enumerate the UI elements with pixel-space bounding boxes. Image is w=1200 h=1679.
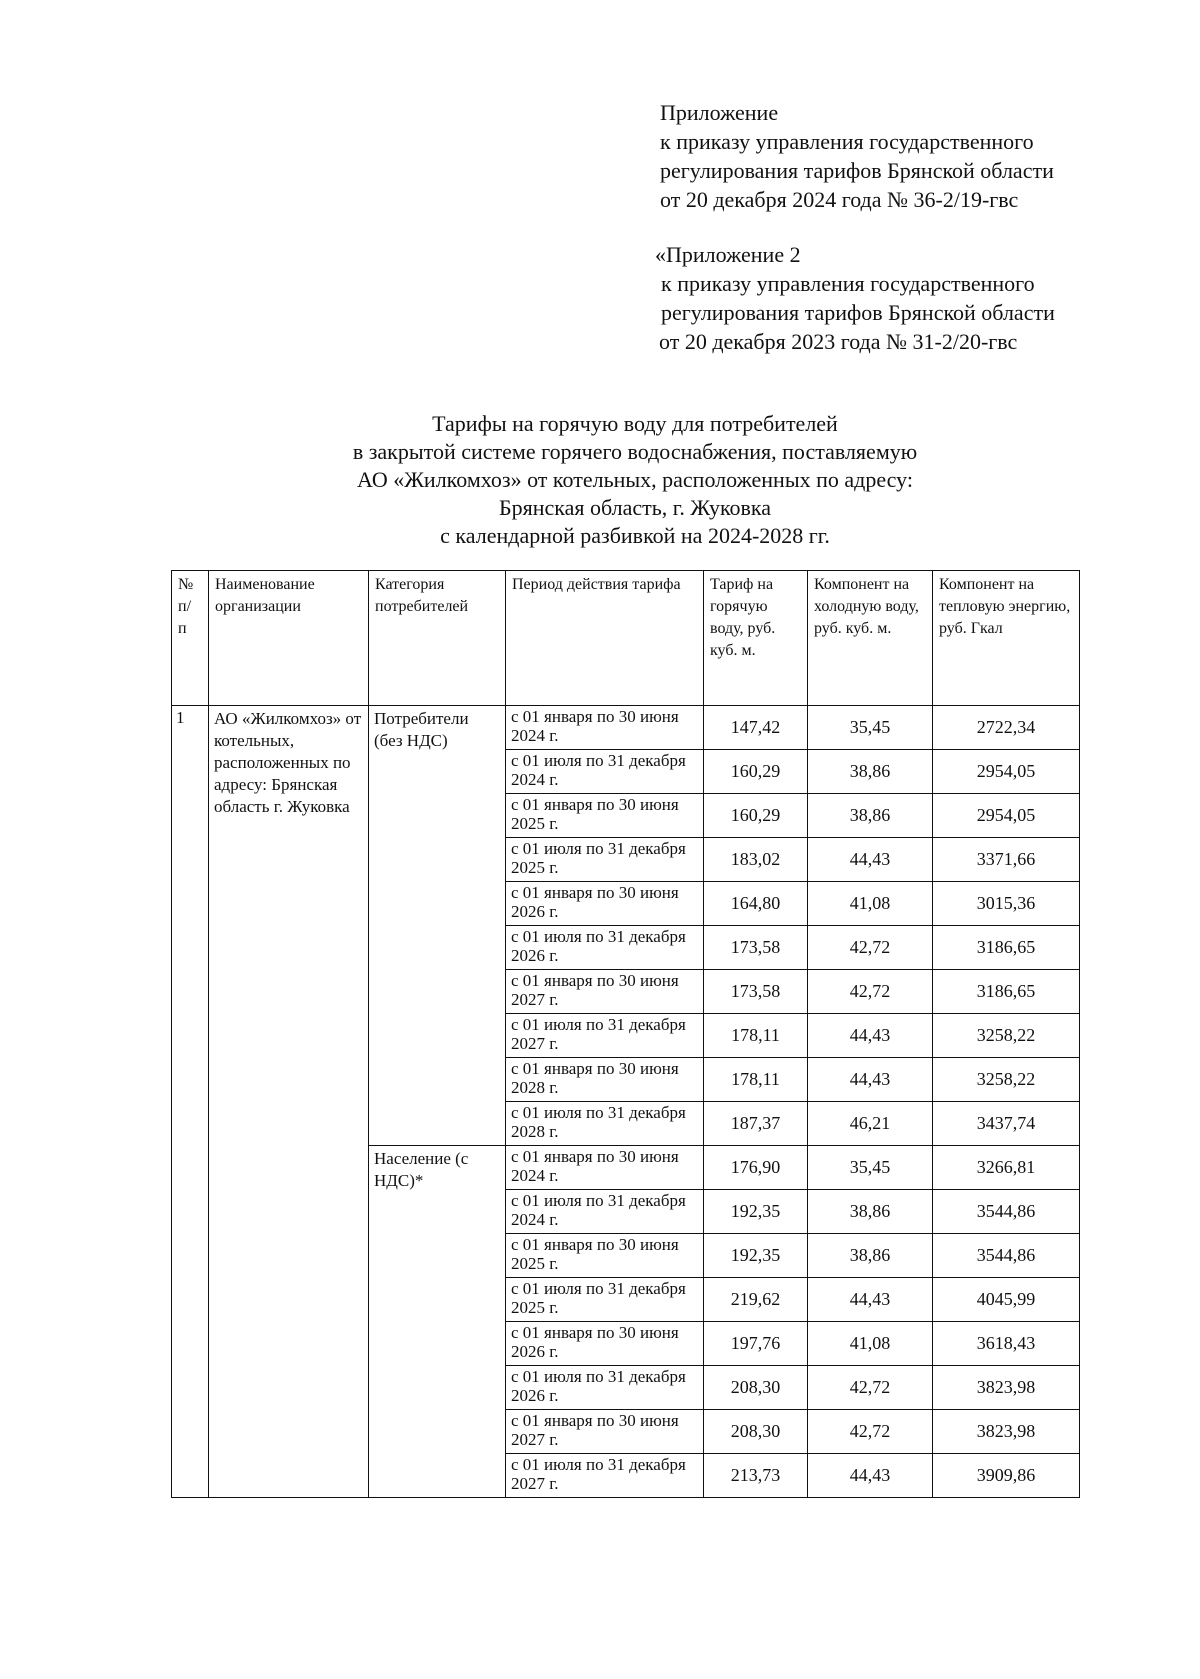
heat-energy-cell: 3544,86 — [933, 1190, 1080, 1234]
title-line: в закрытой системе горячего водоснабжения, поставляемую — [352, 439, 918, 464]
heat-energy-cell: 3186,65 — [933, 926, 1080, 970]
col-header-cold-water: Компонент на холодную воду, руб. куб. м. — [808, 571, 933, 706]
tariff-cell: 178,11 — [704, 1058, 808, 1102]
tariff-cell: 160,29 — [704, 794, 808, 838]
period-cell: с 01 января по 30 июня 2028 г. — [506, 1058, 704, 1102]
col-header-organization: Наименование организации — [209, 571, 369, 706]
title-line: с календарной разбивкой на 2024-2028 гг. — [440, 523, 830, 548]
cold-water-cell: 44,43 — [808, 838, 933, 882]
tariff-cell: 192,35 — [704, 1234, 808, 1278]
cold-water-cell: 42,72 — [808, 1410, 933, 1454]
heat-energy-cell: 3258,22 — [933, 1058, 1080, 1102]
period-cell: с 01 января по 30 июня 2027 г. — [506, 1410, 704, 1454]
period-cell: с 01 июля по 31 декабря 2028 г. — [506, 1102, 704, 1146]
col-header-period: Период действия тарифа — [506, 571, 704, 706]
period-cell: с 01 июля по 31 декабря 2026 г. — [506, 1366, 704, 1410]
cold-water-cell: 46,21 — [808, 1102, 933, 1146]
appendix-prev-line: от 20 декабря 2023 года № 31-2/20-гвс — [659, 329, 1018, 354]
appendix-line: Приложение — [660, 100, 779, 125]
cold-water-cell: 42,72 — [808, 926, 933, 970]
period-cell: с 01 июля по 31 декабря 2024 г. — [506, 750, 704, 794]
heat-energy-cell: 3266,81 — [933, 1146, 1080, 1190]
appendix-line: к приказу управления государственного — [660, 129, 1034, 154]
appendix-prev-line: регулирования тарифов Брянской области — [661, 300, 1055, 325]
cold-water-cell: 38,86 — [808, 1234, 933, 1278]
tariff-cell: 192,35 — [704, 1190, 808, 1234]
tariff-cell: 147,42 — [704, 706, 808, 750]
period-cell: с 01 июля по 31 декабря 2025 г. — [506, 838, 704, 882]
col-header-category: Категория потребителей — [369, 571, 506, 706]
cold-water-cell: 38,86 — [808, 750, 933, 794]
cold-water-cell: 44,43 — [808, 1058, 933, 1102]
period-cell: с 01 января по 30 июня 2026 г. — [506, 1322, 704, 1366]
appendix-line: регулирования тарифов Брянской области — [660, 158, 1054, 183]
table-row — [172, 706, 1080, 750]
appendix-prev-line: «Приложение 2 — [655, 242, 801, 267]
tariff-cell: 208,30 — [704, 1366, 808, 1410]
col-header-heat-energy: Компонент на тепловую энергию, руб. Гкал — [933, 571, 1080, 706]
cold-water-cell: 38,86 — [808, 1190, 933, 1234]
col-header-tariff: Тариф на горячую воду, руб. куб. м. — [704, 571, 808, 706]
heat-energy-cell: 3371,66 — [933, 838, 1080, 882]
period-cell: с 01 января по 30 июня 2024 г. — [506, 1146, 704, 1190]
organization-cell: АО «Жилкомхоз» от котельных, расположенных по адресу: Брянская область г. Жуковка — [209, 706, 369, 1498]
heat-energy-cell: 3015,36 — [933, 882, 1080, 926]
heat-energy-cell: 3258,22 — [933, 1014, 1080, 1058]
heat-energy-cell: 3909,86 — [933, 1454, 1080, 1498]
title-line: Тарифы на горячую воду для потребителей — [432, 411, 838, 436]
tariffs-table — [171, 570, 1080, 1498]
period-cell: с 01 января по 30 июня 2024 г. — [506, 706, 704, 750]
tariff-cell: 173,58 — [704, 926, 808, 970]
heat-energy-cell: 4045,99 — [933, 1278, 1080, 1322]
tariff-cell: 164,80 — [704, 882, 808, 926]
title-line: АО «Жилкомхоз» от котельных, расположенных по адресу: — [357, 467, 913, 492]
heat-energy-cell: 2954,05 — [933, 750, 1080, 794]
row-number-cell: 1 — [172, 706, 209, 1498]
period-cell: с 01 июля по 31 декабря 2024 г. — [506, 1190, 704, 1234]
cold-water-cell: 35,45 — [808, 706, 933, 750]
appendix-line: от 20 декабря 2024 года № 36-2/19-гвс — [660, 187, 1019, 212]
cold-water-cell: 44,43 — [808, 1278, 933, 1322]
tariff-cell: 183,02 — [704, 838, 808, 882]
cold-water-cell: 44,43 — [808, 1014, 933, 1058]
heat-energy-cell: 3186,65 — [933, 970, 1080, 1014]
cold-water-cell: 44,43 — [808, 1454, 933, 1498]
period-cell: с 01 июля по 31 декабря 2026 г. — [506, 926, 704, 970]
title-line: Брянская область, г. Жуковка — [498, 495, 772, 520]
tariff-cell: 160,29 — [704, 750, 808, 794]
heat-energy-cell: 3823,98 — [933, 1366, 1080, 1410]
period-cell: с 01 января по 30 июня 2026 г. — [506, 882, 704, 926]
tariff-cell: 187,37 — [704, 1102, 808, 1146]
cold-water-cell: 38,86 — [808, 794, 933, 838]
cold-water-cell: 42,72 — [808, 1366, 933, 1410]
tariff-cell: 173,58 — [704, 970, 808, 1014]
tariff-cell: 213,73 — [704, 1454, 808, 1498]
period-cell: с 01 июля по 31 декабря 2025 г. — [506, 1278, 704, 1322]
tariff-cell: 178,11 — [704, 1014, 808, 1058]
period-cell: с 01 января по 30 июня 2025 г. — [506, 794, 704, 838]
tariff-cell: 219,62 — [704, 1278, 808, 1322]
col-header-number: № п/ п — [172, 571, 209, 706]
table-body — [172, 706, 1080, 1498]
appendix-header — [660, 98, 1054, 214]
cold-water-cell: 42,72 — [808, 970, 933, 1014]
heat-energy-cell: 3544,86 — [933, 1234, 1080, 1278]
heat-energy-cell: 2722,34 — [933, 706, 1080, 750]
category-cell: Потребители (без НДС) — [369, 706, 506, 1146]
cold-water-cell: 41,08 — [808, 882, 933, 926]
heat-energy-cell: 3437,74 — [933, 1102, 1080, 1146]
tariff-cell: 197,76 — [704, 1322, 808, 1366]
period-cell: с 01 января по 30 июня 2027 г. — [506, 970, 704, 1014]
cold-water-cell: 41,08 — [808, 1322, 933, 1366]
heat-energy-cell: 3618,43 — [933, 1322, 1080, 1366]
period-cell: с 01 января по 30 июня 2025 г. — [506, 1234, 704, 1278]
heat-energy-cell: 2954,05 — [933, 794, 1080, 838]
category-cell: Население (с НДС)* — [369, 1146, 506, 1498]
heat-energy-cell: 3823,98 — [933, 1410, 1080, 1454]
document-title — [0, 410, 1200, 550]
cold-water-cell: 35,45 — [808, 1146, 933, 1190]
tariff-cell: 208,30 — [704, 1410, 808, 1454]
period-cell: с 01 июля по 31 декабря 2027 г. — [506, 1454, 704, 1498]
appendix-prev-header — [655, 240, 1055, 356]
tariff-cell: 176,90 — [704, 1146, 808, 1190]
table-header-row — [172, 571, 1080, 706]
period-cell: с 01 июля по 31 декабря 2027 г. — [506, 1014, 704, 1058]
appendix-prev-line: к приказу управления государственного — [661, 271, 1035, 296]
